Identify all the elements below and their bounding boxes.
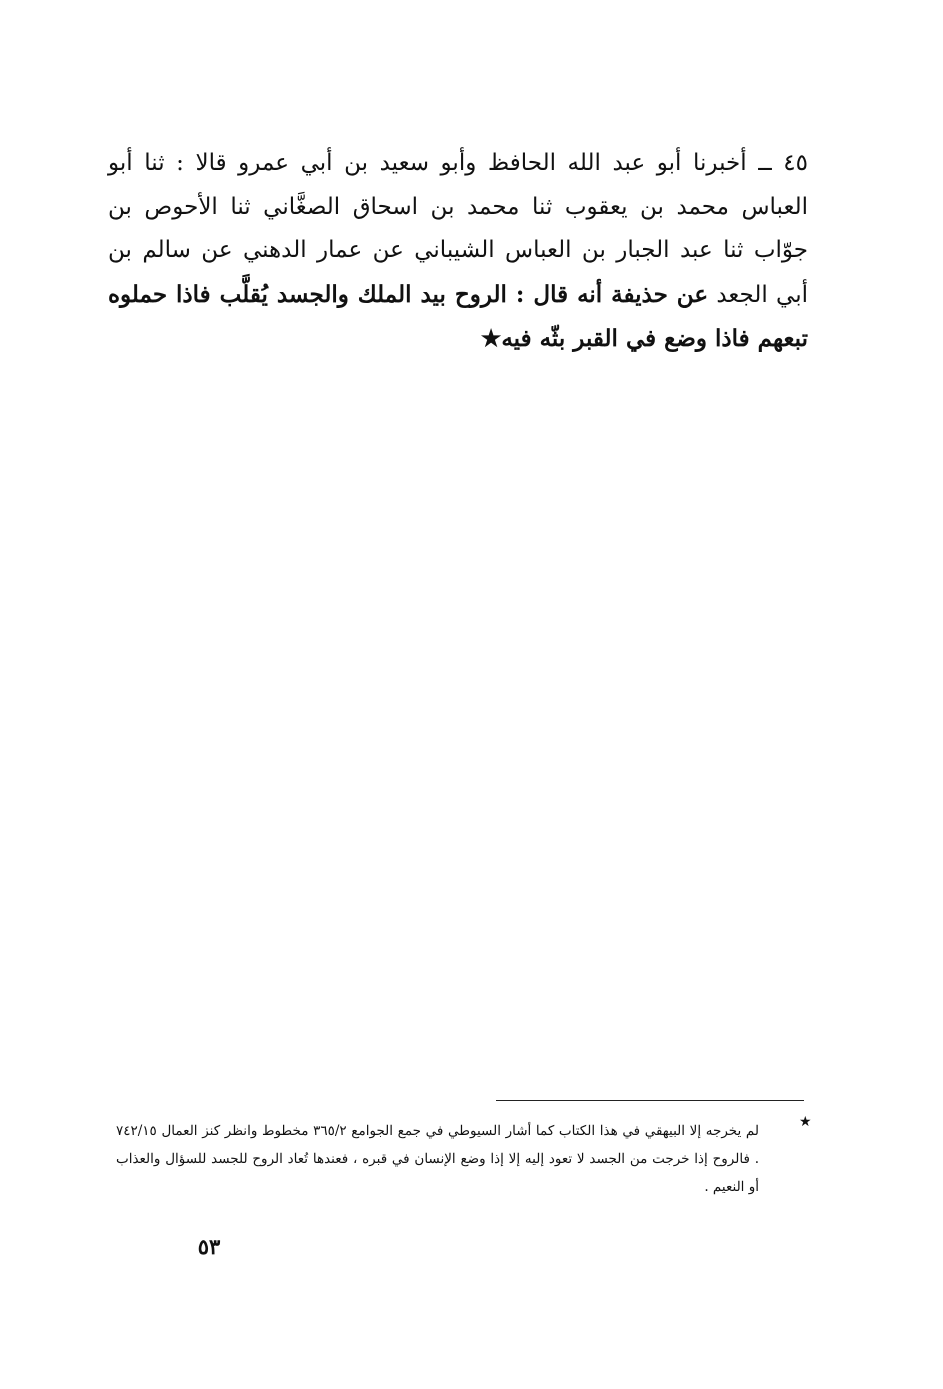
- hadith-paragraph: [108, 142, 808, 362]
- hadith-isnad-text: ٤٥ ــ أخبرنا أبو عبد الله الحافظ وأبو سعيد بن أبي عمرو قالا : ثنا أبو العباس محمد بن يعقوب ثنا محمد بن اسحاق الصغَّاني ثنا الأحوص بن جوّاب ثنا عبد الجبار بن العباس الشيباني عن عمار الدهني عن سالم بن أبي الجعد: [108, 150, 808, 308]
- hadith-matn-text: عن حذيفة أنه قال : الروح بيد الملك والجسد يُقلَّب فاذا حملوه تبعهم فاذا وضع في القبر بثّه فيه★: [108, 280, 808, 352]
- footnote-marker: ★: [799, 1114, 812, 1130]
- footnote-separator: [496, 1100, 804, 1101]
- footnote-text: لم يخرجه إلا البيهقي في هذا الكتاب كما أشار السيوطي في جمع الجوامع ٣٦٥/٢ مخطوط وانظر كنز العمال ٧٤٢/١٥ . فالروح إذا خرجت من الجسد لا تعود إليه إلا إذا وضع الإنسان في قبره ، فعندها تُعاد الروح للجسد للسؤال والعذاب أو النعيم .: [116, 1123, 759, 1195]
- page-number: ٥٣: [197, 1234, 221, 1259]
